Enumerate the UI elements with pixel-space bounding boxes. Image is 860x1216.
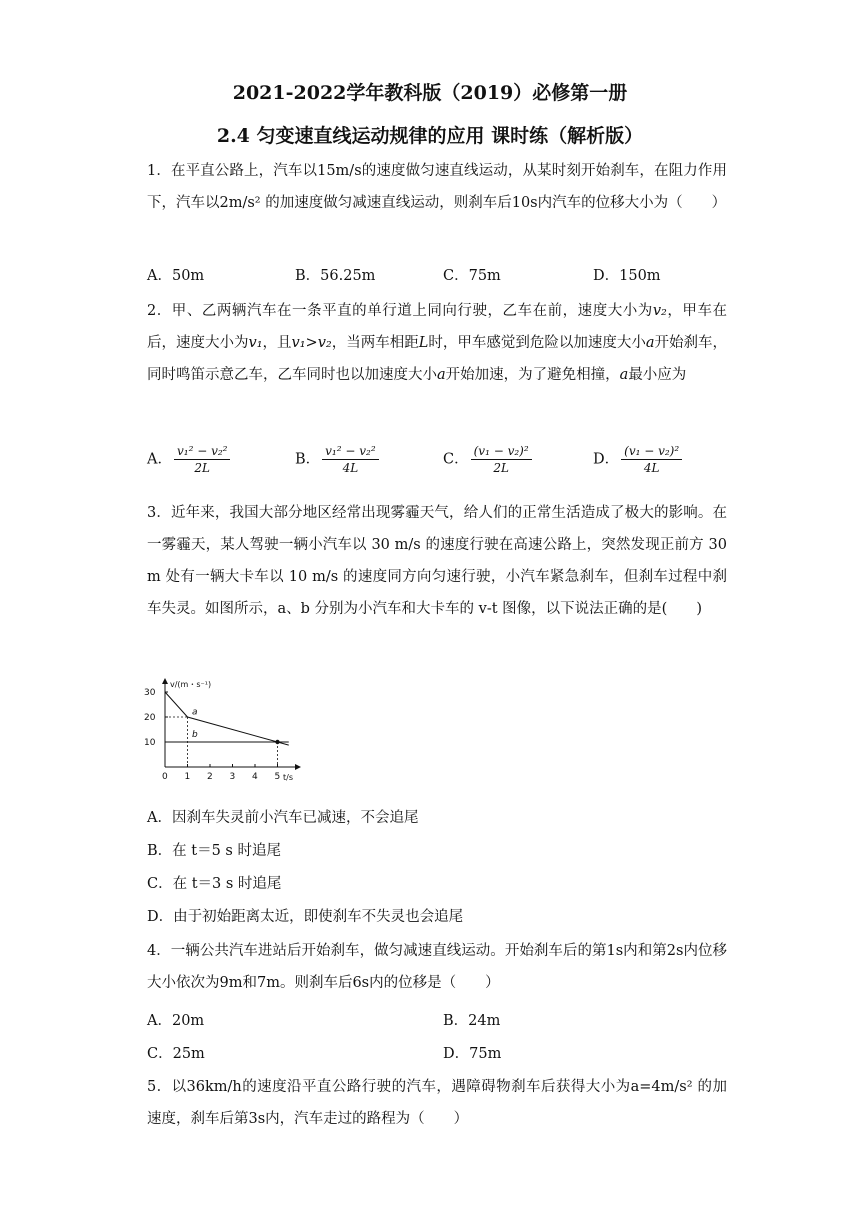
q3-option-a: A．因刹车失灵前小汽车已减速，不会追尾 [147,810,419,826]
document-subtitle: 2.4 匀变速直线运动规律的应用 课时练（解析版） [216,125,644,147]
q2-option-b: B． $\frac{\text{v₁² − v₂²}}{4L}$ [295,444,379,475]
q1-option-a: A．50m [147,268,205,284]
x-tick-label: 5 [274,772,281,782]
question-1-text: 1．在平直公路上，汽车以15m/s的速度做匀速直线运动，从某时刻开始刹车，在阻力作用下，汽车以2m/s² 的加速度做匀减速直线运动，则刹车后10s内汽车的位移大小为（ ） [147,163,727,211]
q4-option-a: A．20m [147,1013,205,1029]
x-tick-label: 4 [252,772,258,782]
intersection-point [275,740,279,744]
q4-option-b: B．24m [443,1013,501,1029]
y-tick-label: 20 [144,713,156,723]
question-3-text: 3．近年来，我国大部分地区经常出现雾霾天气，给人们的正常生活造成了极大的影响。在一雾霾天，某人驾驶一辆小汽车以 30 m/s 的速度行驶在高速公路上，突然发现正前方 30 m 处有一辆大卡车以 10 m/s 的速度同方向匀速行驶，小汽车紧急刹车，但刹车过程中刹车失灵。如图所示，a、b 分别为小汽车和大卡车的 v-t 图像，以下说法正确的是( ) [147,505,727,617]
series-line-a [165,692,289,745]
question-4-text: 4．一辆公共汽车进站后开始刹车，做匀减速直线运动。开始刹车后的第1s内和第2s内位移大小依次为9m和7m。则刹车后6s内的位移是（ ） [147,943,727,991]
line-b-label: b [192,730,198,740]
q4-option-d: D．75m [443,1046,502,1062]
vt-graph [140,675,310,785]
q1-option-b: B．56.25m [295,268,376,284]
q3-option-b: B．在 t＝5 s 时追尾 [147,843,281,859]
x-tick-label: 1 [184,772,191,782]
q4-option-c: C．25m [147,1046,205,1062]
q1-option-c: C．75m [443,268,501,284]
y-tick-label: 30 [144,688,156,698]
y-tick-label: 10 [144,738,156,748]
x-axis-label: t/s [283,773,293,782]
question-2 [147,295,727,391]
q2-option-d: D． $\frac{\text{(v₁ − v₂)²}}{4L}$ [593,444,682,475]
line-a-label: a [192,707,198,718]
question-3 [147,497,727,625]
question-5-text: 5．以36km/h的速度沿平直公路行驶的汽车，遇障碍物刹车后获得大小为a=4m/s² 的加速度，刹车后第3s内，汽车走过的路程为（ ） [147,1079,727,1127]
q1-option-d: D．150m [593,268,661,284]
q3-option-d: D．由于初始距离太近，即使刹车不失灵也会追尾 [147,909,464,925]
document-title: 2021-2022学年教科版（2019）必修第一册 [232,82,628,104]
q2-option-c: C． $\frac{\text{(v₁ − v₂)²}}{2L}$ [443,444,532,475]
y-axis-label: v/(m・s⁻¹) [170,680,212,689]
question-2-text: 2．甲、乙两辆汽车在一条平直的单行道上同向行驶，乙车在前，速度大小为v₂，甲车在后，速度大小为v₁，且v₁>v₂，当两车相距L时，甲车感觉到危险以加速度大小a开始刹车，同时鸣笛示意乙车，乙车同时也以加速度大小a开始加速，为了避免相撞，a最小应为 [147,303,728,383]
question-5 [147,1071,727,1135]
question-1 [147,155,727,219]
x-tick-label: 3 [229,772,236,782]
q2-option-a: A． $\frac{\text{v₁² − v₂²}}{2L}$ [147,444,230,475]
x-tick-label: 2 [207,772,213,782]
question-4 [147,935,727,999]
q3-option-c: C．在 t＝3 s 时追尾 [147,876,282,892]
x-tick-label: 0 [162,772,168,782]
